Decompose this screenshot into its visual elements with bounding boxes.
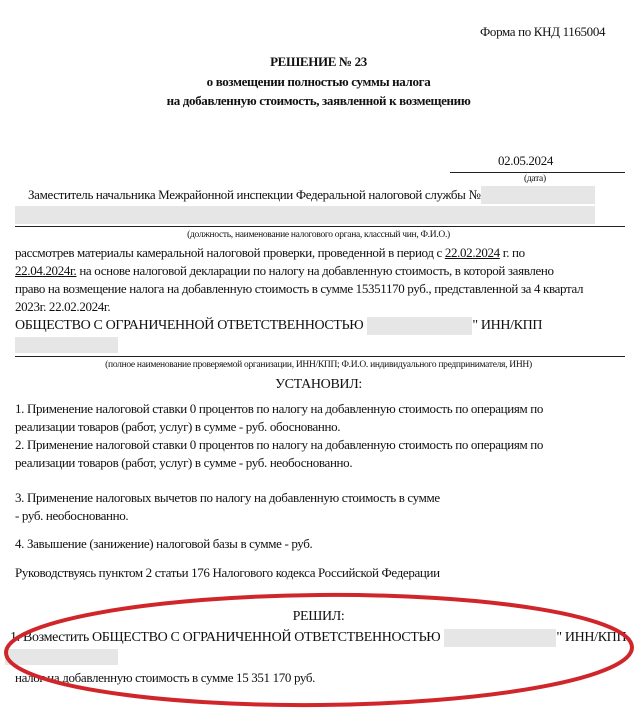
document-subtitle-2: на добавленную стоимость, заявленной к возмещению: [166, 93, 471, 108]
decision-line-1: 1. Возместить ОБЩЕСТВО С ОГРАНИЧЕННОЙ ОТВЕТСТВЕННОСТЬЮ: [10, 630, 441, 645]
text: на основе налоговой декларации по налогу на добавленную стоимость, в которой заявлено: [76, 263, 554, 278]
date-to: 22.04.2024г.: [15, 263, 77, 278]
established-heading: УСТАНОВИЛ:: [275, 377, 362, 392]
decision-line-2: налог на добавленную стоимость в сумме 15 351 170 руб.: [15, 670, 316, 685]
paragraph-line-4: 2023г. 22.02.2024г.: [15, 299, 111, 314]
inn-label: " ИНН/КПП: [472, 318, 543, 333]
redacted-block: [5, 649, 118, 665]
date-caption: (дата): [524, 174, 546, 184]
date-from: 22.02.2024: [444, 245, 500, 260]
decided-heading: РЕШИЛ:: [292, 609, 345, 624]
item-line: 3. Применение налоговых вычетов по налогу на добавленную стоимость в сумме: [15, 490, 440, 505]
redacted-block: [15, 206, 595, 224]
org-name: ОБЩЕСТВО С ОГРАНИЧЕННОЙ ОТВЕТСТВЕННОСТЬЮ: [15, 318, 364, 333]
official-row: [28, 186, 595, 204]
redacted-block: [481, 186, 595, 204]
item-line: - руб. необоснованно.: [15, 508, 129, 523]
org-caption: (полное наименование проверяемой организации, ИНН/КПП; Ф.И.О. индивидуального предпринимателя, ИНН): [105, 360, 532, 370]
paragraph-line-3: право на возмещение налога на добавленную стоимость в сумме 15351170 руб., представленной за 4 квартал: [15, 281, 584, 296]
inn-label: " ИНН/КПП: [556, 630, 627, 645]
item-line: 1. Применение налоговой ставки 0 процентов по налогу на добавленную стоимость по операциям по: [15, 401, 544, 416]
item-line: 4. Завышение (занижение) налоговой базы в сумме - руб.: [15, 536, 313, 551]
redacted-block: [15, 337, 118, 353]
item-line: реализации товаров (работ, услуг) в сумме - руб. обоснованно.: [15, 419, 341, 434]
document-title: РЕШЕНИЕ № 23: [270, 54, 367, 69]
decision-date: 02.05.2024: [498, 153, 554, 168]
text: рассмотрев материалы камеральной налоговой проверки, проведенной в период с: [15, 245, 445, 260]
official-caption: (должность, наименование налогового органа, классный чин, Ф.И.О.): [187, 230, 450, 240]
official-line: Заместитель начальника Межрайонной инспекции Федеральной налоговой службы №: [28, 187, 481, 202]
redacted-block: [444, 629, 556, 647]
official-underline: [15, 226, 625, 227]
decision-row: [10, 629, 626, 647]
legal-basis: Руководствуясь пунктом 2 статьи 176 Налогового кодекса Российской Федерации: [15, 565, 440, 580]
paragraph-line-1: [15, 245, 525, 261]
redacted-block: [367, 317, 472, 335]
item-line: 2. Применение налоговой ставки 0 процентов по налогу на добавленную стоимость по операциям по: [15, 437, 544, 452]
item-line: реализации товаров (работ, услуг) в сумме - руб. необоснованно.: [15, 455, 353, 470]
date-underline: [450, 172, 625, 173]
form-code: Форма по КНД 1165004: [480, 24, 606, 39]
org-row: [15, 317, 542, 335]
text: г. по: [499, 245, 525, 260]
org-underline: [15, 356, 625, 357]
paragraph-line-2: [15, 263, 554, 279]
document-subtitle-1: о возмещении полностью суммы налога: [206, 74, 431, 89]
